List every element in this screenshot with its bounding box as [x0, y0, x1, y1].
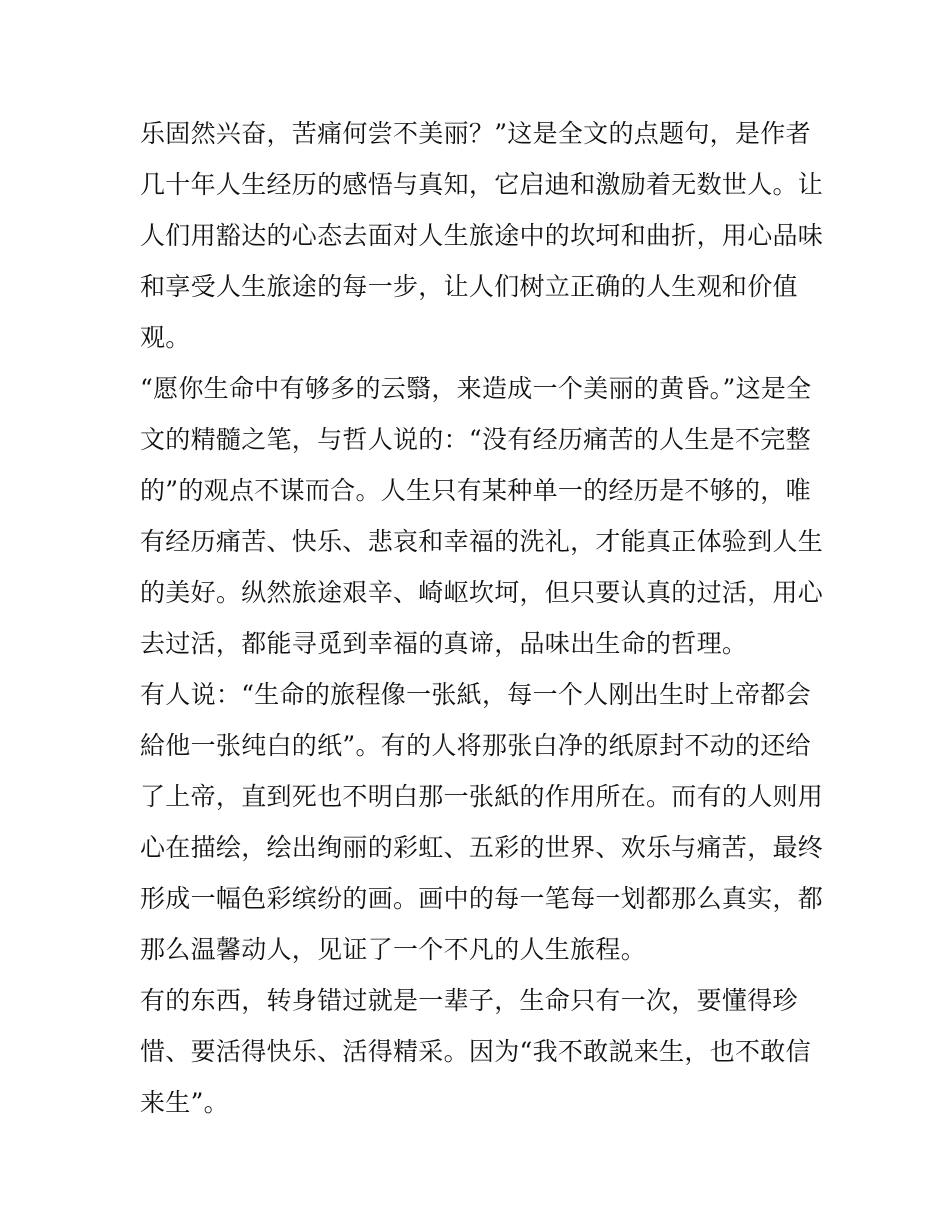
text-line: 有人说：“生命的旅程像一张紙，每一个人刚出生时上帝都会: [140, 680, 811, 709]
text-line: 来生”。: [140, 1088, 229, 1117]
text-line: 的美好。纵然旅途艰辛、崎岖坎坷，但只要认真的过活，用心: [140, 578, 824, 607]
text-line: 形成一幅色彩缤纷的画。画中的每一笔每一划都那么真实，都: [140, 884, 824, 913]
text-line: 了上帝，直到死也不明白那一张紙的作用所在。而有的人则用: [140, 782, 824, 811]
document-body: [140, 108, 824, 1128]
text-line: 有经历痛苦、快乐、悲哀和幸福的洗礼，才能真正体验到人生: [140, 527, 824, 556]
text-line: 文的精髓之笔，与哲人说的：“没有经历痛苦的人生是不完整: [140, 425, 811, 454]
text-line: 惜、要活得快乐、活得精采。因为“我不敢説来生，也不敢信: [140, 1037, 811, 1066]
text-line: 去过活，都能寻觅到幸福的真谛，品味出生命的哲理。: [140, 629, 748, 658]
text-line: 观。: [140, 323, 191, 352]
text-line: “愿你生命中有够多的云翳，来造成一个美丽的黄昏。”这是全: [140, 374, 812, 403]
text-line: 人们用豁达的心态去面对人生旅途中的坎坷和曲折，用心品味: [140, 221, 824, 250]
text-line: 乐固然兴奋，苦痛何尝不美丽？”这是全文的点题句，是作者: [140, 119, 811, 148]
text-line: 几十年人生经历的感悟与真知，它启迪和激励着无数世人。让: [140, 170, 824, 199]
text-line: 有的东西，转身错过就是一辈子，生命只有一次，要懂得珍: [140, 986, 798, 1015]
text-line: 心在描绘，绘出绚丽的彩虹、五彩的世界、欢乐与痛苦，最终: [140, 833, 824, 862]
text-line: 給他一张纯白的纸”。有的人将那张白净的纸原封不动的还给: [140, 731, 811, 760]
text-line: 的”的观点不谋而合。人生只有某种单一的经历是不够的，唯: [140, 476, 811, 505]
text-line: 和享受人生旅途的每一步，让人们树立正确的人生观和价值: [140, 272, 798, 301]
text-line: 那么温馨动人，见证了一个不凡的人生旅程。: [140, 935, 647, 964]
